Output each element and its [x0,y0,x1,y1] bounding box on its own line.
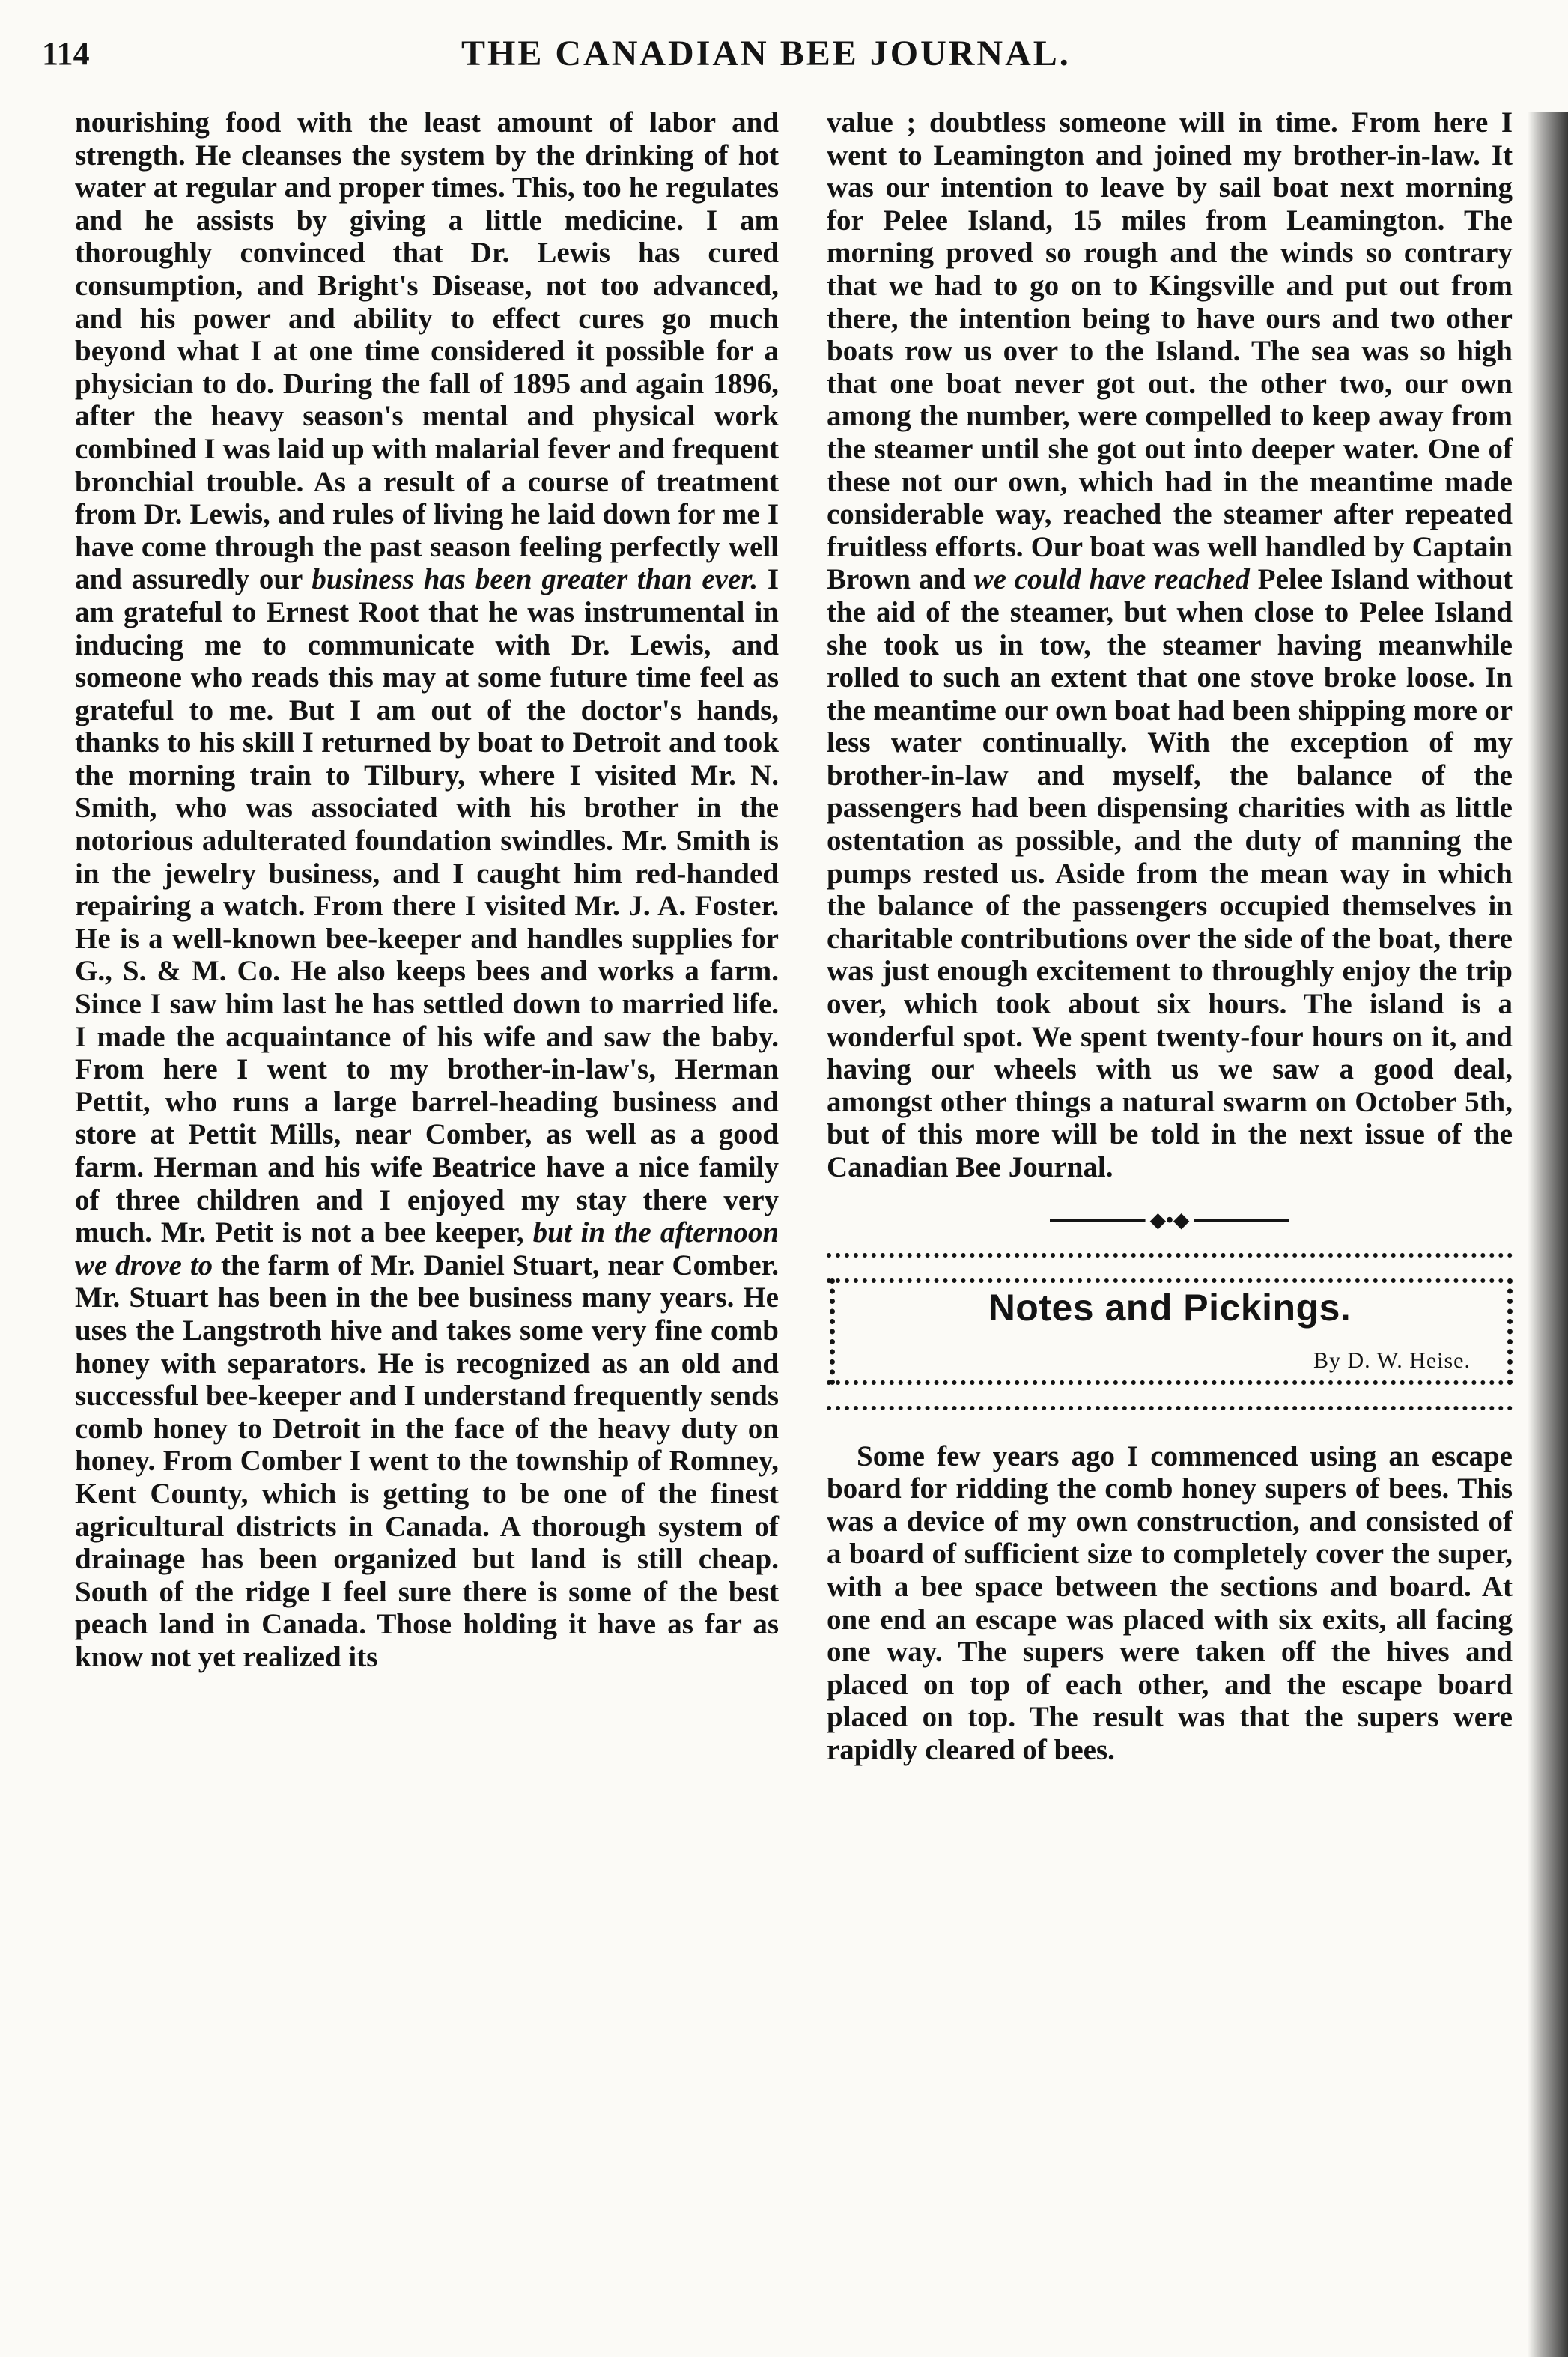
article-paragraph: Some few years ago I commenced using an escape board for ridding the comb honey supers of bees. This was a device of my own construction, and consisted of a board of sufficient size to completely cover the super, with a bee space between the sections and board. At one end an escape was placed with six exits, all facing one way. The supers were taken off the hives and placed on top of each other, and the escape board placed on top. The result was that the supers were rapidly cleared of bees. [827,1440,1513,1766]
article-paragraph [827,106,1513,1184]
left-column [75,106,779,1674]
right-column [827,106,1513,1767]
section-byline: By D. W. Heise. [1313,1347,1471,1373]
italic-phrase: we could have reached [973,563,1250,596]
article-paragraph [75,106,779,1674]
paragraph-text: I am grateful to Ernest Root that he was instrumental in inducing me to communicate with Dr. Lewis, and someone who reads this may at some future time feel as grateful to me. But I am out of the doctor's hands, thanks to his skill I returned by boat to Detroit and took the morning train to Tilbury, where I visited Mr. N. Smith, who was associated with his brother in the notorious adulterated foundation swindles. Mr. Smith is in the jewelry business, and I caught him red-handed repairing a watch. From there I visited Mr. J. A. Foster. He is a well-known bee-keeper and handles supplies for G., S. & M. Co. He also keeps bees and works a farm. Since I saw him last he has settled down to married life. I made the acquaintance of his wife and saw the baby. From here I went to my brother-in-law's, Herman Pettit, who runs a large barrel-heading business and store at Pettit Mills, near Comber, as well as a good farm. Herman and his wife Beatrice have a nice family of three children and I enjoyed my stay there very much. Mr. Petit is not a bee keeper, [75,563,780,1249]
paragraph-text: value ; doubtless someone will in time. From here I went to Leamington and joined my brother-in-law. It was our intention to leave by sail boat next morning for Pelee Island, 15 miles from Leamington. The morning proved so rough and the winds so contrary that we had to go on to Kingsville and put out from there, the intention being to have ours and two other boats row us over to the Island. The sea was so high that one boat never got out. the other two, our own among the number, were compelled to keep away from the steamer until she got out into deeper water. One of these not our own, which had in the meantime made considerable way, reached the steamer after repeated fruitless efforts. Our boat was well handled by Captain Brown and [827,106,1513,596]
ornament-border-bottom [827,1380,1513,1410]
page-header [42,30,1502,82]
paragraph-text: nourishing food with the least amount of labor and strength. He cleanses the system by the drinking of hot water at regular and proper times. This, too he regulates and he assists by giving a little medicine. I am thoroughly convinced that Dr. Lewis has cured consumption, and Bright's Disease, not too advanced, and his power and ability to effect cures go much beyond what I at one time considered it possible for a physician to do. During the fall of 1895 and again 1896, after the heavy season's mental and physical work combined I was laid up with malarial fever and frequent bronchial trouble. As a result of a course of treatment from Dr. Lewis, and rules of living he laid down for me I have come through the past season feeling perfectly well and assuredly our [75,106,779,596]
section-divider [1050,1214,1289,1226]
running-title: THE CANADIAN BEE JOURNAL. [461,34,1071,73]
section-title: Notes and Pickings. [988,1286,1352,1329]
paragraph-text: Pelee Island without the aid of the steamer, but when close to Pelee Island she took us in tow, the steamer having meanwhile rolled to such an extent that one stove broke loose. In the meantime our own boat had been shipping more or less water continually. With the exception of my brother-in-law and myself, the balance of the passengers had been dispensing charities with as little ostentation as possible, and the duty of manning the pumps rested us. Aside from the mean way in which the balance of the passengers occupied themselves in charitable contributions over the side of the boat, there was just enough excitement to throughly enjoy the trip over, which took about six hours. The island is a wonderful spot. We spent twenty-four hours on it, and having our wheels with us we saw a good deal, amongst other things a natural swarm on October 5th, but of this more will be told in the next issue of the Canadian Bee Journal. [827,563,1513,1183]
page-edge-shadow [1528,112,1568,2357]
paragraph-text: the farm of Mr. Daniel Stuart, near Comber. Mr. Stuart has been in the bee business many years. He uses the Langstroth hive and takes some very fine comb honey with separators. He is recognized as an old and successful bee-keeper and I understand frequently sends comb honey to Detroit in the face of the heavy duty on honey. From Comber I went to the township of Romney, Kent County, which is getting to be one of the finest agricultural districts in Canada. A thorough system of drainage has been organized but land is still cheap. South of the ridge I feel sure there is some of the best peach land in Canada. Those holding it have as far as know not yet realized its [75,1249,779,1673]
italic-phrase: business has been greater than ever. [312,563,759,596]
page-number: 114 [42,35,90,72]
italic-phrase: but in the afternoon we drove to [75,1216,780,1281]
ornament-border-top [827,1253,1513,1283]
section-heading-box [827,1253,1513,1410]
